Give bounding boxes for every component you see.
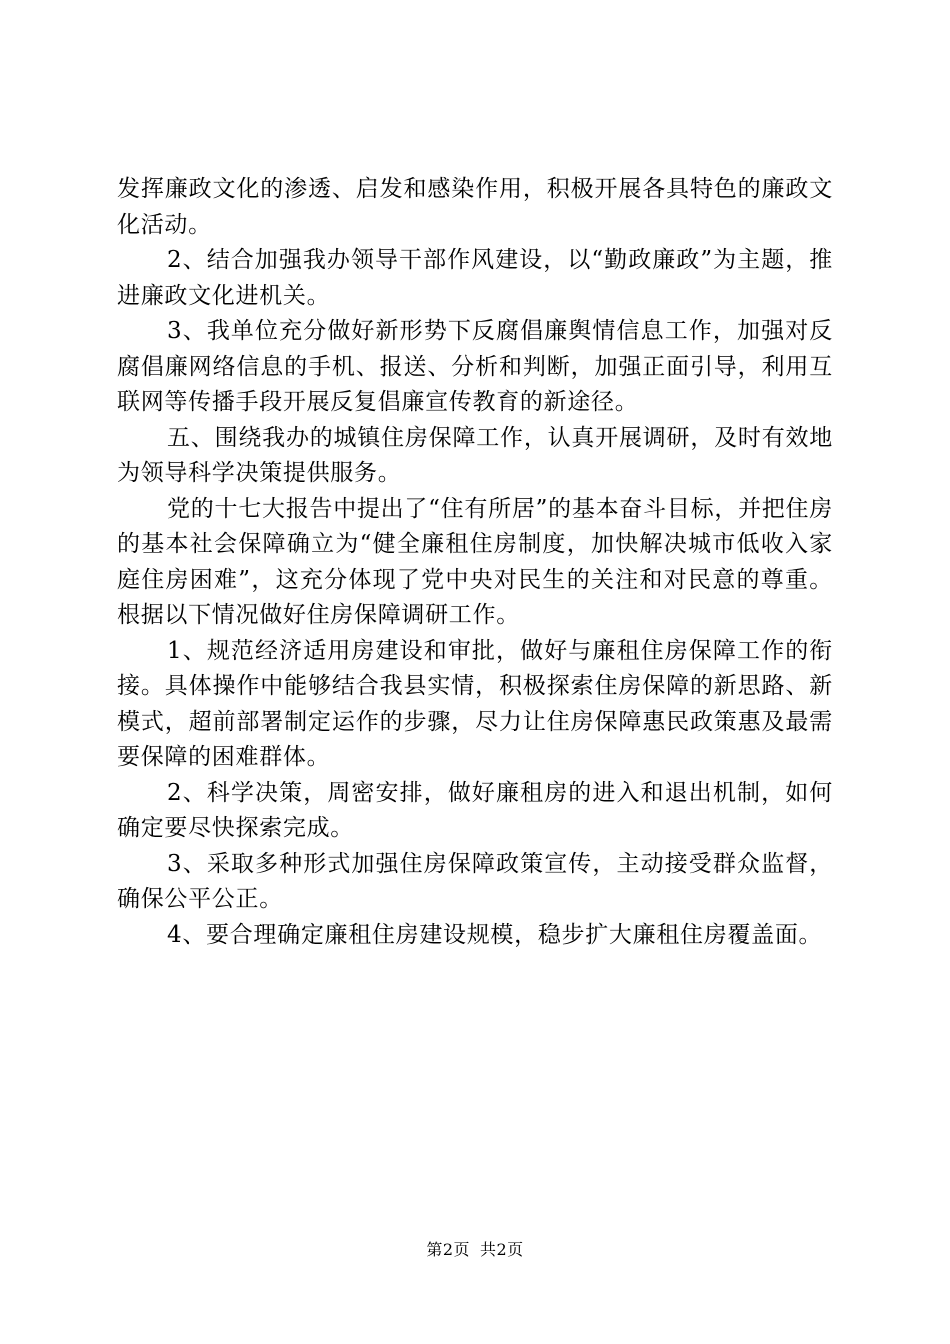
paragraph-housing-item-1: 1、规范经济适用房建设和审批，做好与廉租住房保障工作的衔接。具体操作中能够结合我县实情，积极探索住房保障的新思路、新模式，超前部署制定运作的步骤，尽力让住房保障惠民政策惠及最需要保障的困难群体。: [117, 637, 833, 770]
paragraph-housing-item-3: 3、采取多种形式加强住房保障政策宣传，主动接受群众监督，确保公平公正。: [117, 850, 833, 912]
paragraph-housing-item-2: 2、科学决策，周密安排，做好廉租房的进入和退出机制，如何确定要尽快探索完成。: [117, 779, 833, 841]
page-number: 第2页: [426, 1240, 470, 1259]
paragraph-housing-intro: 党的十七大报告中提出了“住有所居”的基本奋斗目标，并把住房的基本社会保障确立为“健全廉租住房制度，加快解决城市低收入家庭住房困难”，这充分体现了党中央对民生的关注和对民意的尊重。根据以下情况做好住房保障调研工作。: [117, 495, 833, 628]
paragraph-section-5-heading: 五、围绕我办的城镇住房保障工作，认真开展调研，及时有效地为领导科学决策提供服务。: [117, 424, 833, 486]
document-body: [117, 172, 833, 953]
paragraph-continued: 发挥廉政文化的渗透、启发和感染作用，积极开展各具特色的廉政文化活动。: [117, 176, 833, 238]
paragraph-item-3-public-opinion: 3、我单位充分做好新形势下反腐倡廉舆情信息工作，加强对反腐倡廉网络信息的手机、报送、分析和判断，加强正面引导，利用互联网等传播手段开展反复倡廉宣传教育的新途径。: [117, 318, 833, 415]
paragraph-item-2-conduct: 2、结合加强我办领导干部作风建设，以“勤政廉政”为主题，推进廉政文化进机关。: [117, 247, 833, 309]
page-total: 共2页: [480, 1240, 524, 1259]
page-footer: [0, 1240, 950, 1260]
paragraph-housing-item-4: 4、要合理确定廉租住房建设规模，稳步扩大廉租住房覆盖面。: [167, 921, 823, 948]
